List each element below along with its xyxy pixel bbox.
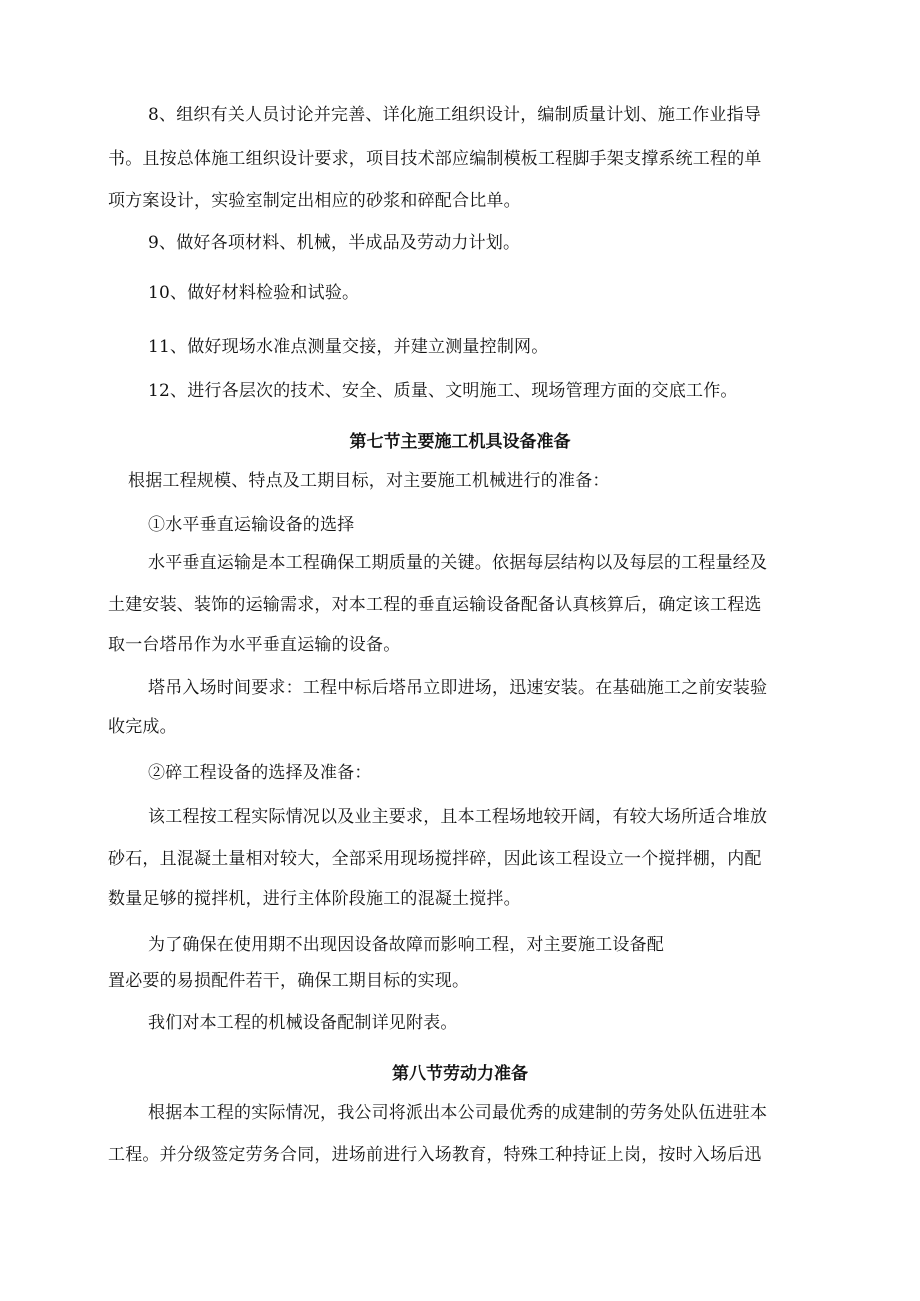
section-7-heading: 第七节主要施工机具设备准备 <box>349 432 571 452</box>
equipment-appendix-line: 我们对本工程的机械设备配制详见附表。 <box>148 1013 458 1033</box>
item-10: 10、做好材料检验和试验。 <box>148 283 360 303</box>
transport-paragraph-line-1: 水平垂直运输是本工程确保工期质量的关键。依据每层结构以及每层的工程量经及 <box>148 553 768 573</box>
crane-paragraph-line-2: 收完成。 <box>108 717 177 737</box>
transport-paragraph-line-3: 取一台塔吊作为水平垂直运输的设备。 <box>108 635 401 655</box>
item-8-line-1: 8、组织有关人员讨论并完善、详化施工组织设计，编制质量计划、施工作业指导 <box>148 105 762 125</box>
labor-paragraph-line-2: 工程。并分级签定劳务合同，进场前进行入场教育，特殊工种持证上岗，按时入场后迅 <box>108 1145 762 1165</box>
labor-paragraph-line-1: 根据本工程的实际情况，我公司将派出本公司最优秀的成建制的劳务处队伍进驻本 <box>148 1103 768 1123</box>
spare-parts-line-2: 置必要的易损配件若干，确保工期目标的实现。 <box>108 971 470 991</box>
concrete-paragraph-line-1: 该工程按工程实际情况以及业主要求，且本工程场地较开阔，有较大场所适合堆放 <box>148 807 768 827</box>
crane-paragraph-line-1: 塔吊入场时间要求：工程中标后塔吊立即进场，迅速安装。在基础施工之前安装验 <box>148 678 768 698</box>
item-9: 9、做好各项材料、机械，半成品及劳动力计划。 <box>148 233 521 253</box>
spare-parts-line-1: 为了确保在使用期不出现因设备故障而影响工程，对主要施工设备配 <box>148 935 664 955</box>
concrete-paragraph-line-2: 砂石，且混凝土量相对较大，全部采用现场搅拌碎，因此该工程设立一个搅拌棚，内配 <box>108 849 762 869</box>
subheading-vertical-transport: ①水平垂直运输设备的选择 <box>148 515 355 535</box>
item-8-line-3: 项方案设计，实验室制定出相应的砂浆和碎配合比单。 <box>108 191 521 211</box>
transport-paragraph-line-2: 土建安装、装饰的运输需求，对本工程的垂直运输设备配备认真核算后，确定该工程选 <box>108 595 762 615</box>
item-11: 11、做好现场水准点测量交接，并建立测量控制网。 <box>148 337 549 357</box>
subheading-concrete-equipment: ②碎工程设备的选择及准备： <box>148 763 372 783</box>
section-7-intro: 根据工程规模、特点及工期目标，对主要施工机械进行的准备： <box>128 471 610 491</box>
item-8-line-2: 书。且按总体施工组织设计要求，项目技术部应编制模板工程脚手架支撑系统工程的单 <box>108 149 762 169</box>
item-12: 12、进行各层次的技术、安全、质量、文明施工、现场管理方面的交底工作。 <box>148 381 738 401</box>
concrete-paragraph-line-3: 数量足够的搅拌机，进行主体阶段施工的混凝土搅拌。 <box>108 889 521 909</box>
section-8-heading: 第八节劳动力准备 <box>392 1064 528 1084</box>
